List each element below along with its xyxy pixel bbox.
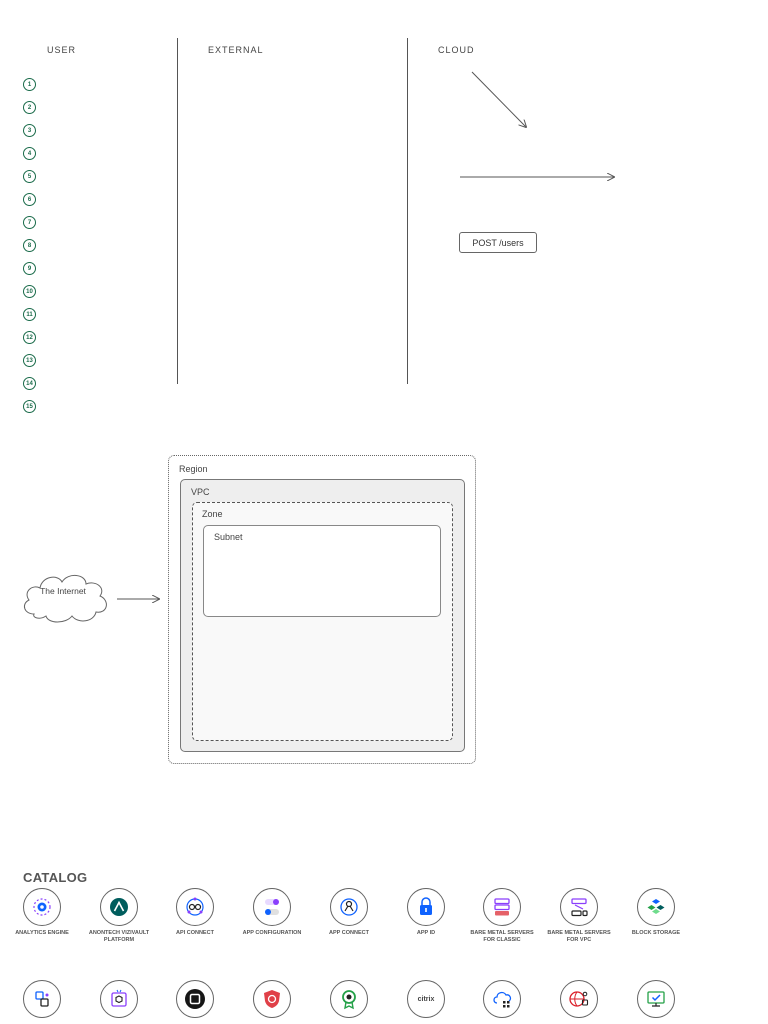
catalog-item-label: APP CONFIGURATION [242, 930, 302, 936]
catalog-item-label: ANONTECH VIZIVAULT PLATFORM [88, 930, 150, 944]
catalog-item-label: ANALYTICS ENGINE [15, 930, 69, 936]
catalog-item-blueprint[interactable] [4, 980, 80, 1018]
catalog-item-shield[interactable] [234, 980, 310, 1018]
catalog-item-certificate[interactable] [311, 980, 387, 1018]
cloud-icon [483, 980, 521, 1018]
block-storage-icon [637, 888, 675, 926]
step-marker[interactable]: 12 [23, 331, 36, 344]
step-marker[interactable]: 4 [23, 147, 36, 160]
bare-metal-vpc-icon [560, 888, 598, 926]
catalog-item-monitor-check[interactable] [618, 980, 694, 1018]
region-label: Region [179, 464, 208, 474]
catalog-item-globe-lock[interactable] [541, 980, 617, 1018]
catalog-item-app-connect[interactable] [311, 888, 387, 937]
analytics-engine-icon [23, 888, 61, 926]
step-marker[interactable]: 3 [23, 124, 36, 137]
catalog-item-label: APP CONNECT [329, 930, 369, 936]
step-marker[interactable]: 9 [23, 262, 36, 275]
step-marker[interactable]: 8 [23, 239, 36, 252]
certificate-icon [330, 980, 368, 1018]
subnet-label: Subnet [214, 532, 243, 542]
app-id-icon [407, 888, 445, 926]
endpoint-post-users[interactable]: POST /users [459, 232, 537, 253]
app-connect-icon [330, 888, 368, 926]
catalog-item-bare-metal-classic[interactable] [464, 888, 540, 945]
citrix-logo-text: citrix [417, 995, 435, 1003]
globe-lock-icon [560, 980, 598, 1018]
step-marker[interactable]: 5 [23, 170, 36, 183]
step-marker[interactable]: 10 [23, 285, 36, 298]
catalog-item-box[interactable] [81, 980, 157, 1018]
anontech-icon [100, 888, 138, 926]
catalog-item-api-connect[interactable] [157, 888, 233, 937]
bare-metal-classic-icon [483, 888, 521, 926]
box-icon [100, 980, 138, 1018]
catalog-item-label: API CONNECT [176, 930, 214, 936]
catalog-item-label: BLOCK STORAGE [631, 930, 681, 936]
monitor-check-icon [637, 980, 675, 1018]
catalog-item-label: BARE METAL SERVERS FOR VPC [547, 930, 611, 944]
step-marker[interactable]: 13 [23, 354, 36, 367]
catalog-item-cloud[interactable] [464, 980, 540, 1018]
citrix-icon [407, 980, 445, 1018]
step-marker[interactable]: 14 [23, 377, 36, 390]
chip-icon [176, 980, 214, 1018]
lane-title-external: EXTERNAL [208, 45, 264, 55]
catalog-item-app-id[interactable] [388, 888, 464, 937]
api-connect-icon [176, 888, 214, 926]
catalog-item-anontech[interactable] [81, 888, 157, 945]
catalog-item-chip[interactable] [157, 980, 233, 1018]
step-marker[interactable]: 2 [23, 101, 36, 114]
app-configuration-icon [253, 888, 291, 926]
catalog-item-analytics-engine[interactable] [4, 888, 80, 937]
catalog-item-app-configuration[interactable] [234, 888, 310, 937]
step-marker[interactable]: 6 [23, 193, 36, 206]
shield-icon [253, 980, 291, 1018]
diagonal-arrow[interactable] [472, 72, 526, 127]
step-marker[interactable]: 11 [23, 308, 36, 321]
catalog-item-block-storage[interactable] [618, 888, 694, 937]
blueprint-icon [23, 980, 61, 1018]
internet-label: The Internet [40, 586, 86, 596]
catalog-title: CATALOG [23, 870, 88, 885]
internet-cloud-icon [20, 570, 112, 628]
lane-title-user: USER [47, 45, 77, 55]
catalog-item-citrix[interactable] [388, 980, 464, 1018]
lane-title-cloud: CLOUD [438, 45, 475, 55]
step-marker[interactable]: 7 [23, 216, 36, 229]
catalog-item-label: BARE METAL SERVERS FOR CLASSIC [470, 930, 534, 944]
zone-label: Zone [202, 509, 223, 519]
vpc-label: VPC [191, 487, 210, 497]
step-marker[interactable]: 15 [23, 400, 36, 413]
catalog-item-label: APP ID [416, 930, 436, 936]
step-marker[interactable]: 1 [23, 78, 36, 91]
catalog-item-bare-metal-vpc[interactable] [541, 888, 617, 945]
